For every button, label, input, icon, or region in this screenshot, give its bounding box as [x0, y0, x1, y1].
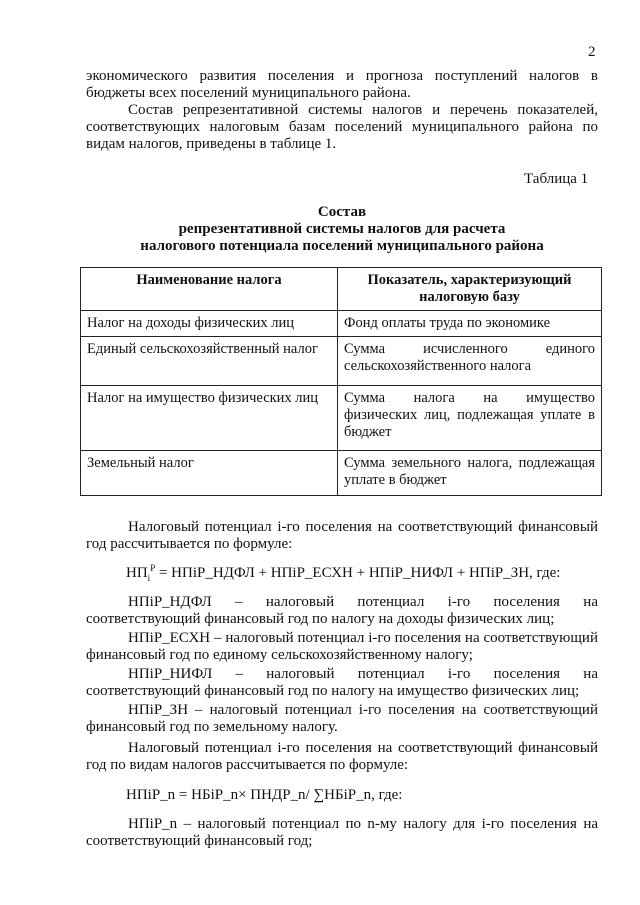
definition-zn: НПiР_ЗН – налоговый потенциал i-го поселения на соответствующий финансовый год по земельному налогу. — [86, 702, 598, 735]
table-title-line-1: Состав — [317, 204, 367, 220]
formula-total-rest: = НПiР_НДФЛ + НПiР_ЕСХН + НПiР_НИФЛ + НПiР_ЗН, где: — [155, 565, 561, 581]
table-row — [81, 311, 602, 337]
formula-total-sup: Р — [150, 563, 156, 573]
indicator-cell: Сумма исчисленного единого сельскохозяйственного налога — [338, 337, 602, 386]
page-number: 2 — [588, 44, 596, 60]
tax-name-cell: Налог на имущество физических лиц — [81, 386, 338, 451]
tax-name-cell: Налог на доходы физических лиц — [81, 311, 338, 337]
table-row — [81, 386, 602, 451]
table-row — [81, 451, 602, 496]
definition-ndfl: НПiР_НДФЛ – налоговый потенциал i-го поселения на соответствующий финансовый год по налогу на доходы физических лиц; — [86, 594, 598, 627]
body-paragraph-1: Налоговый потенциал i-го поселения на соответствующий финансовый год рассчитывается по формуле: — [86, 519, 598, 552]
tax-table — [80, 267, 602, 496]
indicator-cell: Сумма налога на имущество физических лиц, подлежащая уплате в бюджет — [338, 386, 602, 451]
definition-eshn: НПiР_ЕСХН – налоговый потенциал i-го поселения на соответствующий финансовый год по единому сельскохозяйственному налогу; — [86, 630, 598, 663]
header-indicator: Показатель, характеризующий налоговую базу — [338, 268, 602, 311]
formula-by-tax: НПiР_n = НБiР_n× ПНДР_n/ ∑НБiР_n, где: — [126, 787, 403, 803]
tax-name-cell: Земельный налог — [81, 451, 338, 496]
table-title-line-2: репрезентативной системы налогов для расчета — [178, 221, 506, 237]
definition-n: НПiР_n – налоговый потенциал по n-му налогу для i-го поселения на соответствующий финансовый год; — [86, 816, 598, 849]
intro-paragraph-2: Состав репрезентативной системы налогов и перечень показателей, соответствующих налоговым базам поселений муниципального района по видам налогов, приведены в таблице 1. — [86, 102, 598, 152]
table-header-row — [81, 268, 602, 311]
header-tax-name: Наименование налога — [81, 268, 338, 311]
formula-total — [126, 563, 560, 583]
intro-paragraph-1: экономического развития поселения и прогноза поступлений налогов в бюджеты всех поселений муниципального района. — [86, 68, 598, 101]
indicator-cell: Фонд оплаты труда по экономике — [338, 311, 602, 337]
tax-name-cell: Единый сельскохозяйственный налог — [81, 337, 338, 386]
table-row — [81, 337, 602, 386]
formula-total-sub: i — [147, 573, 151, 583]
formula-total-head: НП — [126, 565, 148, 581]
indicator-cell: Сумма земельного налога, подлежащая уплате в бюджет — [338, 451, 602, 496]
table-title-line-3: налогового потенциала поселений муниципального района — [140, 238, 544, 254]
body-paragraph-2: Налоговый потенциал i-го поселения на соответствующий финансовый год по видам налогов рассчитывается по формуле: — [86, 740, 598, 773]
definition-nifl: НПiР_НИФЛ – налоговый потенциал i-го поселения на соответствующий финансовый год по налогу на имущество физических лиц; — [86, 666, 598, 699]
table-label: Таблица 1 — [524, 171, 589, 187]
